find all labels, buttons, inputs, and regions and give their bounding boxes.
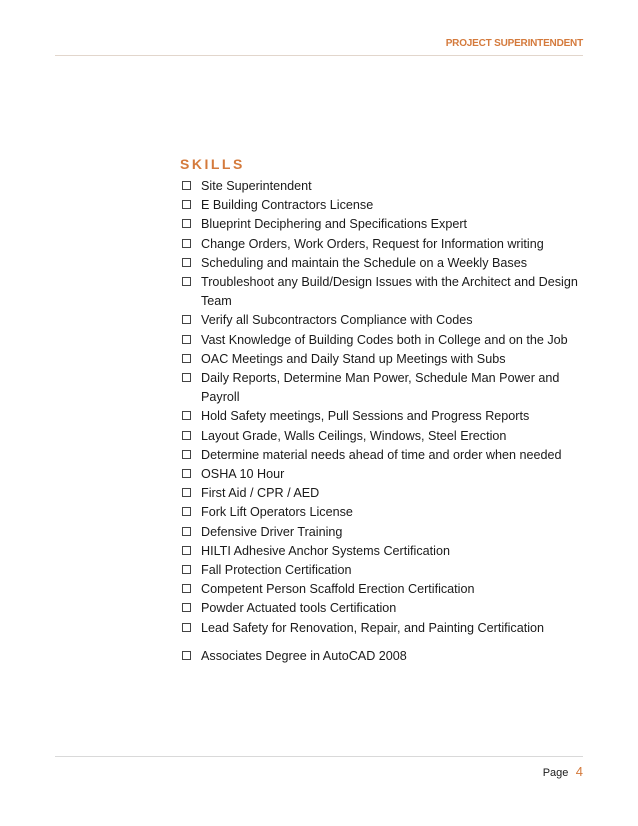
footer-divider: [55, 756, 583, 757]
checkbox-icon: [182, 373, 191, 382]
skill-text: Layout Grade, Walls Ceilings, Windows, Steel Erection: [201, 428, 507, 443]
skill-text: E Building Contractors License: [201, 198, 374, 213]
checkbox-icon: [182, 335, 191, 344]
skill-item: [182, 331, 587, 350]
skill-text: Blueprint Deciphering and Specifications Expert: [201, 217, 468, 232]
skill-item: [182, 523, 587, 542]
checkbox-icon: [182, 239, 191, 248]
skill-item: [182, 369, 587, 407]
skill-item: [182, 311, 587, 330]
skill-item: [182, 273, 587, 311]
skill-item: [182, 619, 587, 638]
skill-text: Change Orders, Work Orders, Request for Information writing: [201, 236, 544, 251]
skill-item: [182, 215, 587, 234]
checkbox-icon: [182, 546, 191, 555]
skill-text: OAC Meetings and Daily Stand up Meetings with Subs: [201, 351, 506, 366]
skill-item: [182, 484, 587, 503]
checkbox-icon: [182, 527, 191, 536]
page-label: Page: [542, 767, 569, 779]
skill-text: OSHA 10 Hour: [201, 467, 285, 482]
page-number: 4: [575, 764, 583, 779]
skill-text: Site Superintendent: [201, 179, 312, 193]
skill-text: Fall Protection Certification: [201, 563, 352, 578]
skill-item-education: [182, 647, 587, 666]
checkbox-icon: [182, 603, 191, 612]
checkbox-icon: [182, 469, 191, 478]
checkbox-icon: [182, 354, 191, 363]
skill-text: Lead Safety for Renovation, Repair, and Painting Certification: [201, 620, 545, 635]
skill-item: [182, 542, 587, 561]
skill-item: [182, 561, 587, 580]
skill-text: First Aid / CPR / AED: [201, 486, 320, 501]
skill-item: [182, 196, 587, 215]
skill-item: [182, 599, 587, 618]
checkbox-icon: [182, 431, 191, 440]
skill-item: [182, 580, 587, 599]
skill-item: [182, 427, 587, 446]
skill-item: [182, 465, 587, 484]
checkbox-icon: [182, 200, 191, 209]
checkbox-icon: [182, 651, 191, 660]
skill-item: [182, 177, 587, 196]
checkbox-icon: [182, 315, 191, 324]
header-title: PROJECT SUPERINTENDENT: [445, 38, 583, 49]
checkbox-icon: [182, 565, 191, 574]
skill-item: [182, 407, 587, 426]
skill-item: [182, 235, 587, 254]
skill-text: Vast Knowledge of Building Codes both in College and on the Job: [201, 332, 568, 347]
checkbox-icon: [182, 488, 191, 497]
skill-item: [182, 446, 587, 465]
skill-text: Daily Reports, Determine Man Power, Schedule Man Power and Payroll: [201, 371, 560, 405]
checkbox-icon: [182, 219, 191, 228]
skill-text: Powder Actuated tools Certification: [201, 601, 397, 616]
skill-text: Defensive Driver Training: [201, 524, 343, 539]
page-footer: [543, 764, 583, 779]
checkbox-icon: [182, 277, 191, 286]
skill-text: Hold Safety meetings, Pull Sessions and Progress Reports: [201, 409, 530, 424]
skill-text: Determine material needs ahead of time and order when needed: [201, 447, 562, 462]
checkbox-icon: [182, 584, 191, 593]
header-divider: [55, 55, 583, 56]
skill-text: Troubleshoot any Build/Design Issues with the Architect and Design Team: [201, 275, 578, 309]
skill-item: [182, 350, 587, 369]
checkbox-icon: [182, 450, 191, 459]
section-title-skills: SKILLS: [180, 156, 245, 172]
checkbox-icon: [182, 507, 191, 516]
skill-text: Verify all Subcontractors Compliance with Codes: [201, 313, 473, 328]
skill-text: Scheduling and maintain the Schedule on a Weekly Bases: [201, 255, 528, 270]
skill-text: Fork Lift Operators License: [201, 505, 353, 520]
checkbox-icon: [182, 623, 191, 632]
checkbox-icon: [182, 258, 191, 267]
checkbox-icon: [182, 181, 191, 190]
skill-item: [182, 503, 587, 522]
skill-text: Competent Person Scaffold Erection Certification: [201, 582, 475, 597]
checkbox-icon: [182, 411, 191, 420]
skills-list: [182, 177, 587, 666]
skill-item: [182, 254, 587, 273]
skill-text: HILTI Adhesive Anchor Systems Certification: [201, 543, 450, 558]
skill-text: Associates Degree in AutoCAD 2008: [201, 648, 407, 663]
